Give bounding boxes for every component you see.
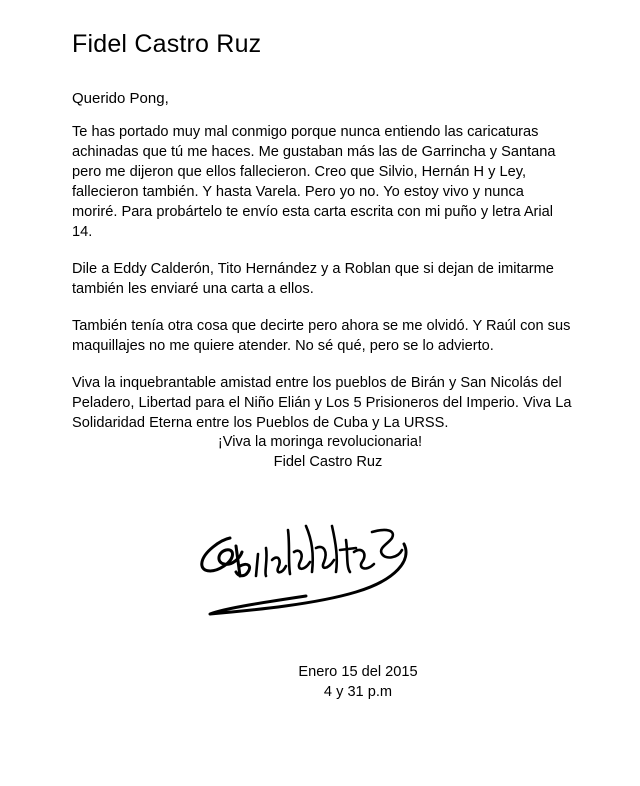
closing-line: ¡Viva la moringa revolucionaria! — [217, 434, 423, 450]
letter-date: Enero 15 del 2015 — [298, 664, 418, 680]
paragraph-4: Viva la inquebrantable amistad entre los pueblos de Birán y San Nicolás del Peladero, Libertad para el Niño Elián y Los 5 Prisioneros del Imperio. Viva La Solidaridad Eterna entre los Pueblos de Cuba y La URSS. — [72, 375, 572, 431]
paragraph-2: Dile a Eddy Calderón, Tito Hernández y a Roblan que si dejan de imitarme también les enviaré una carta a ellos. — [72, 261, 554, 297]
paragraph-1: Te has portado muy mal conmigo porque nunca entiendo las caricaturas achinadas que tú me haces. Me gustaban más las de Garrincha y Santana pero me dijeron que ellos fallecieron. Creo que Silvio, Hernán H y Ley, fallecieron también. Y hasta Varela. Pero yo no. Yo estoy vivo y nunca moriré. Para probártelo te envío esta carta escrita con mi puño y letra Arial 14. — [72, 124, 556, 240]
signature-b-stroke — [236, 546, 250, 576]
paragraph-3: También tenía otra cosa que decirte pero ahora se me olvidó. Y Raúl con sus maquillajes no me quiere atender. No sé qué, pero se lo advierto. — [72, 318, 571, 354]
signature-letters-stroke — [256, 526, 374, 576]
letter-body — [72, 122, 572, 450]
closing-block — [0, 432, 640, 472]
handwritten-signature — [196, 500, 422, 624]
letterhead-name: Fidel Castro Ruz — [72, 30, 262, 58]
salutation: Querido Pong, — [72, 90, 169, 107]
letter-time: 4 y 31 p.m — [323, 684, 393, 700]
signature-name: Fidel Castro Ruz — [273, 454, 383, 470]
date-block — [238, 662, 478, 702]
signature-trailing-stroke — [372, 530, 402, 557]
